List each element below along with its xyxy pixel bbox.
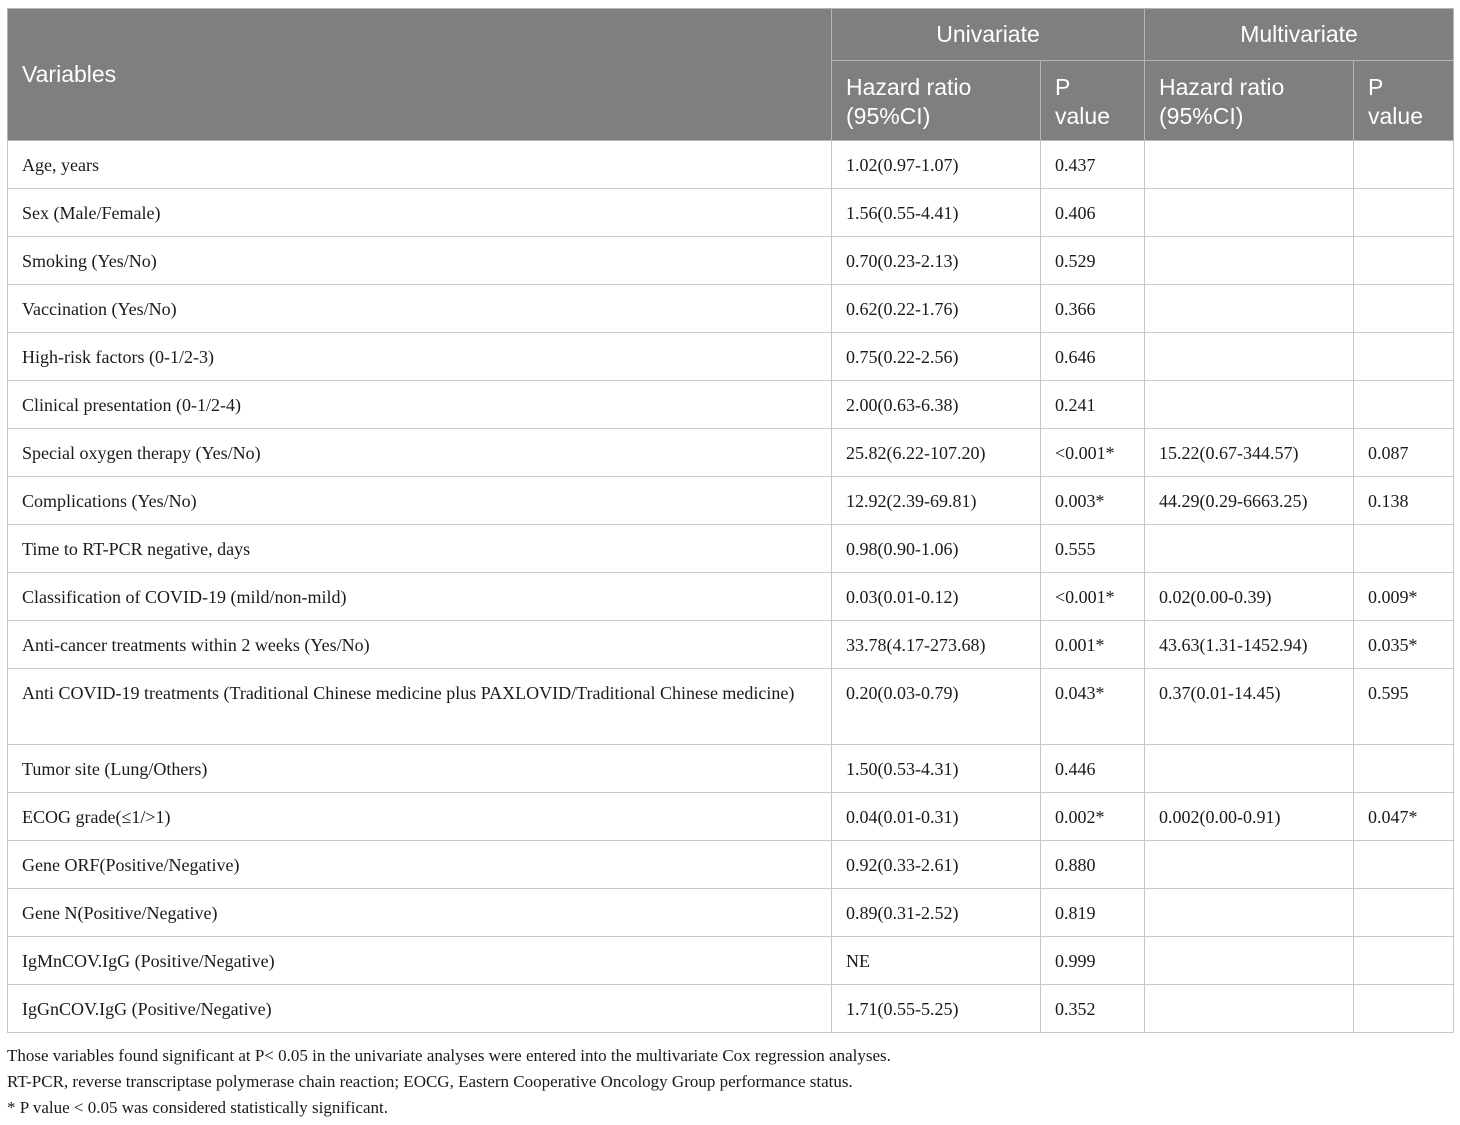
multivariate-p-cell xyxy=(1354,333,1454,381)
univariate-p-value-header: P value xyxy=(1041,61,1145,141)
univariate-hr-cell: 25.82(6.22-107.20) xyxy=(832,429,1041,477)
multivariate-p-cell: 0.138 xyxy=(1354,477,1454,525)
univariate-p-cell: 0.529 xyxy=(1041,237,1145,285)
univariate-hr-cell: 0.20(0.03-0.79) xyxy=(832,669,1041,745)
univariate-p-cell: 0.819 xyxy=(1041,889,1145,937)
univariate-p-cell: 0.003* xyxy=(1041,477,1145,525)
multivariate-hr-cell xyxy=(1145,285,1354,333)
multivariate-p-cell: 0.087 xyxy=(1354,429,1454,477)
univariate-p-cell: 0.406 xyxy=(1041,189,1145,237)
univariate-hr-cell: 1.02(0.97-1.07) xyxy=(832,141,1041,189)
multivariate-p-cell: 0.009* xyxy=(1354,573,1454,621)
variable-cell: Time to RT-PCR negative, days xyxy=(8,525,832,573)
table-row xyxy=(8,525,1454,573)
multivariate-p-cell xyxy=(1354,985,1454,1033)
univariate-p-cell: 0.437 xyxy=(1041,141,1145,189)
multivariate-p-cell xyxy=(1354,525,1454,573)
univariate-p-cell: 0.880 xyxy=(1041,841,1145,889)
univariate-p-cell: 0.446 xyxy=(1041,745,1145,793)
multivariate-hr-cell xyxy=(1145,189,1354,237)
table-row xyxy=(8,669,1454,745)
multivariate-hr-cell xyxy=(1145,745,1354,793)
univariate-p-cell: 0.555 xyxy=(1041,525,1145,573)
variable-cell: Classification of COVID-19 (mild/non-mild) xyxy=(8,573,832,621)
univariate-p-cell: 0.241 xyxy=(1041,381,1145,429)
table-row xyxy=(8,793,1454,841)
univariate-hr-cell: 1.56(0.55-4.41) xyxy=(832,189,1041,237)
table-row xyxy=(8,285,1454,333)
variable-cell: Gene N(Positive/Negative) xyxy=(8,889,832,937)
variable-cell: Clinical presentation (0-1/2-4) xyxy=(8,381,832,429)
univariate-p-cell: 0.352 xyxy=(1041,985,1145,1033)
footnote: Those variables found significant at P< 0.05 in the univariate analyses were entered into the multivariate Cox regression analyses. xyxy=(7,1046,891,1065)
multivariate-p-cell xyxy=(1354,189,1454,237)
univariate-header: Univariate xyxy=(832,9,1145,61)
table-row xyxy=(8,937,1454,985)
variable-cell: Anti COVID-19 treatments (Traditional Chinese medicine plus PAXLOVID/Traditional Chinese medicine) xyxy=(8,669,832,745)
variable-cell: Sex (Male/Female) xyxy=(8,189,832,237)
variable-cell: ECOG grade(≤1/>1) xyxy=(8,793,832,841)
multivariate-p-value-header: P value xyxy=(1354,61,1454,141)
cox-regression-table-container xyxy=(7,8,1453,1033)
multivariate-p-cell xyxy=(1354,141,1454,189)
multivariate-hr-cell xyxy=(1145,333,1354,381)
table-body xyxy=(8,141,1454,1033)
variable-cell: High-risk factors (0-1/2-3) xyxy=(8,333,832,381)
table-row xyxy=(8,381,1454,429)
univariate-hr-cell: 2.00(0.63-6.38) xyxy=(832,381,1041,429)
multivariate-p-cell: 0.047* xyxy=(1354,793,1454,841)
univariate-p-cell: 0.002* xyxy=(1041,793,1145,841)
multivariate-p-cell: 0.035* xyxy=(1354,621,1454,669)
univariate-hr-cell: 1.50(0.53-4.31) xyxy=(832,745,1041,793)
multivariate-p-cell xyxy=(1354,841,1454,889)
multivariate-p-cell xyxy=(1354,285,1454,333)
table-row xyxy=(8,841,1454,889)
multivariate-p-cell xyxy=(1354,745,1454,793)
univariate-p-cell: <0.001* xyxy=(1041,573,1145,621)
multivariate-hr-cell: 0.02(0.00-0.39) xyxy=(1145,573,1354,621)
multivariate-hr-cell xyxy=(1145,841,1354,889)
multivariate-hr-cell xyxy=(1145,525,1354,573)
multivariate-p-cell xyxy=(1354,937,1454,985)
multivariate-hr-cell xyxy=(1145,937,1354,985)
table-row xyxy=(8,429,1454,477)
univariate-p-cell: 0.366 xyxy=(1041,285,1145,333)
univariate-p-cell: <0.001* xyxy=(1041,429,1145,477)
multivariate-hazard-ratio-header: Hazard ratio (95%CI) xyxy=(1145,61,1354,141)
table-row xyxy=(8,237,1454,285)
univariate-hr-cell: 0.62(0.22-1.76) xyxy=(832,285,1041,333)
variable-cell: IgGnCOV.IgG (Positive/Negative) xyxy=(8,985,832,1033)
univariate-p-cell: 0.646 xyxy=(1041,333,1145,381)
variable-cell: Smoking (Yes/No) xyxy=(8,237,832,285)
multivariate-hr-cell: 44.29(0.29-6663.25) xyxy=(1145,477,1354,525)
footnote: RT-PCR, reverse transcriptase polymerase chain reaction; EOCG, Eastern Cooperative Oncology Group performance status. xyxy=(7,1072,853,1091)
variable-cell: Age, years xyxy=(8,141,832,189)
variable-cell: Vaccination (Yes/No) xyxy=(8,285,832,333)
table-row xyxy=(8,141,1454,189)
univariate-hr-cell: 0.70(0.23-2.13) xyxy=(832,237,1041,285)
univariate-hr-cell: 0.98(0.90-1.06) xyxy=(832,525,1041,573)
table-row xyxy=(8,745,1454,793)
multivariate-hr-cell xyxy=(1145,889,1354,937)
multivariate-hr-cell xyxy=(1145,237,1354,285)
univariate-p-cell: 0.043* xyxy=(1041,669,1145,745)
variable-cell: Gene ORF(Positive/Negative) xyxy=(8,841,832,889)
table-footnotes xyxy=(7,1043,1453,1121)
multivariate-hr-cell xyxy=(1145,381,1354,429)
univariate-hr-cell: 0.04(0.01-0.31) xyxy=(832,793,1041,841)
multivariate-hr-cell: 15.22(0.67-344.57) xyxy=(1145,429,1354,477)
table-row xyxy=(8,333,1454,381)
variable-cell: IgMnCOV.IgG (Positive/Negative) xyxy=(8,937,832,985)
univariate-p-cell: 0.999 xyxy=(1041,937,1145,985)
multivariate-hr-cell xyxy=(1145,985,1354,1033)
variable-cell: Tumor site (Lung/Others) xyxy=(8,745,832,793)
univariate-hazard-ratio-header: Hazard ratio (95%CI) xyxy=(832,61,1041,141)
multivariate-p-cell xyxy=(1354,889,1454,937)
table-row xyxy=(8,477,1454,525)
cox-regression-table xyxy=(7,8,1454,1033)
univariate-hr-cell: 0.92(0.33-2.61) xyxy=(832,841,1041,889)
variable-cell: Special oxygen therapy (Yes/No) xyxy=(8,429,832,477)
variables-header: Variables xyxy=(8,9,832,141)
univariate-hr-cell: 12.92(2.39-69.81) xyxy=(832,477,1041,525)
table-row xyxy=(8,573,1454,621)
univariate-hr-cell: 0.75(0.22-2.56) xyxy=(832,333,1041,381)
multivariate-p-cell: 0.595 xyxy=(1354,669,1454,745)
table-header xyxy=(8,9,1454,141)
multivariate-header: Multivariate xyxy=(1145,9,1454,61)
multivariate-p-cell xyxy=(1354,381,1454,429)
multivariate-p-cell xyxy=(1354,237,1454,285)
multivariate-hr-cell: 0.002(0.00-0.91) xyxy=(1145,793,1354,841)
variable-cell: Complications (Yes/No) xyxy=(8,477,832,525)
univariate-hr-cell: 33.78(4.17-273.68) xyxy=(832,621,1041,669)
univariate-hr-cell: 0.89(0.31-2.52) xyxy=(832,889,1041,937)
multivariate-hr-cell: 0.37(0.01-14.45) xyxy=(1145,669,1354,745)
univariate-hr-cell: 1.71(0.55-5.25) xyxy=(832,985,1041,1033)
univariate-hr-cell: 0.03(0.01-0.12) xyxy=(832,573,1041,621)
table-row xyxy=(8,889,1454,937)
univariate-hr-cell: NE xyxy=(832,937,1041,985)
footnote: * P value < 0.05 was considered statistically significant. xyxy=(7,1098,388,1117)
table-row xyxy=(8,621,1454,669)
multivariate-hr-cell: 43.63(1.31-1452.94) xyxy=(1145,621,1354,669)
variable-cell: Anti-cancer treatments within 2 weeks (Yes/No) xyxy=(8,621,832,669)
table-row xyxy=(8,189,1454,237)
multivariate-hr-cell xyxy=(1145,141,1354,189)
table-row xyxy=(8,985,1454,1033)
univariate-p-cell: 0.001* xyxy=(1041,621,1145,669)
